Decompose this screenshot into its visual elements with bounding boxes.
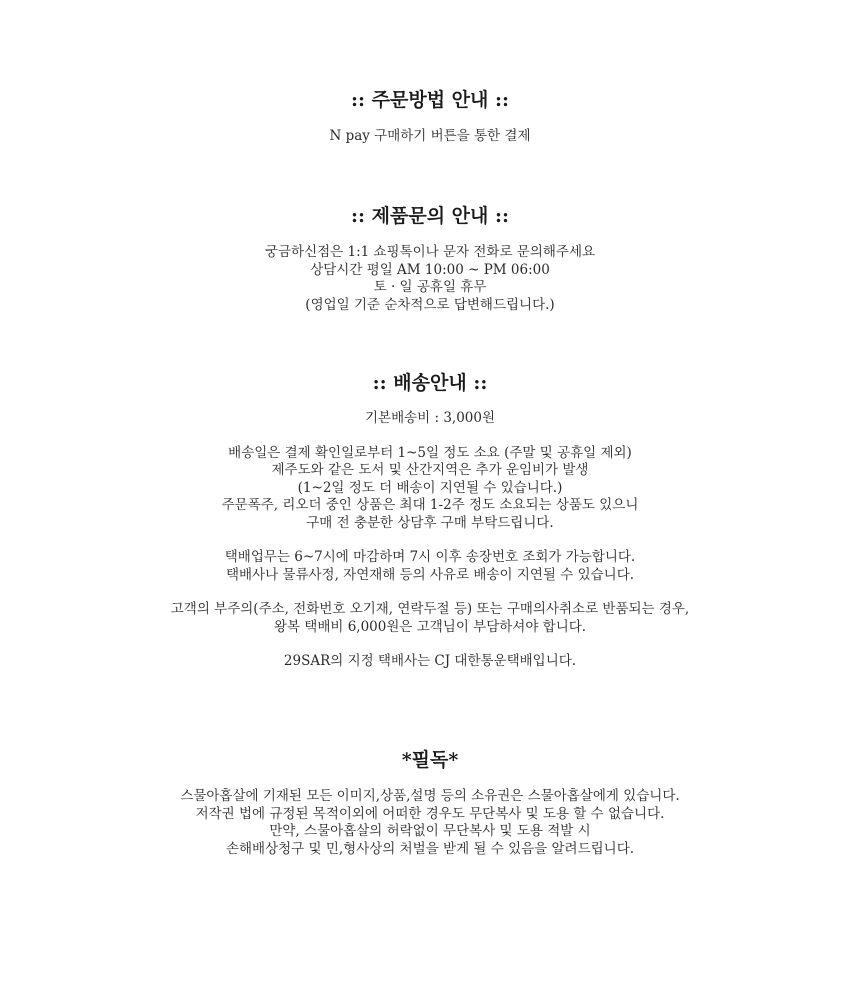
notice-line: 만약, 스물아홉살의 허락없이 무단복사 및 도용 적발 시 <box>269 823 591 839</box>
shipping-line: (1~2일 정도 더 배송이 지연될 수 있습니다.) <box>297 479 563 496</box>
inquiry-title: :: 제품문의 안내 :: <box>350 205 510 227</box>
inquiry-line: 궁금하신점은 1:1 쇼핑톡이나 문자 전화로 문의해주세요 <box>264 244 596 260</box>
shipping-fee: 기본배송비 : 3,000원 <box>364 410 496 426</box>
order-method-text <box>0 128 860 146</box>
shipping-text <box>0 410 860 671</box>
inquiry-line: (영업일 기준 순차적으로 답변해드립니다.) <box>305 296 555 313</box>
shipping-line: 왕복 택배비 6,000원은 고객님이 부담하셔야 합니다. <box>273 618 587 635</box>
shipping-courier-line: 29SAR의 지정 택배사는 CJ 대한통운택배입니다. <box>283 653 577 669</box>
shipping-line: 택배업무는 6~7시에 마감하며 7시 이후 송장번호 조회가 가능합니다. <box>224 549 636 565</box>
shipping-line: 배송일은 결제 확인일로부터 1~5일 정도 소요 (주말 및 공휴일 제외) <box>228 444 632 461</box>
inquiry-text <box>0 244 860 314</box>
notice-line: 손해배상청구 및 민,형사상의 처벌을 받게 될 수 있음을 알려드립니다. <box>225 840 635 857</box>
shipping-title: :: 배송안내 :: <box>372 372 488 394</box>
notice-line: 저작권 법에 규정된 목적이외에 어떠한 경우도 무단복사 및 도용 할 수 없습니다. <box>195 805 665 822</box>
notice-text <box>0 788 860 858</box>
order-method-line: N pay 구매하기 버튼을 통한 결제 <box>329 128 531 144</box>
inquiry-line: 토 · 일 공휴일 휴무 <box>373 279 487 295</box>
shipping-line: 택배사나 물류사정, 자연재해 등의 사유로 배송이 지연될 수 있습니다. <box>225 566 635 583</box>
shipping-line: 제주도와 같은 도서 및 산간지역은 추가 운임비가 발생 <box>271 462 589 478</box>
notice-line: 스물아홉살에 기재된 모든 이미지,상품,설명 등의 소유권은 스물아홉살에게 있습니다. <box>180 788 680 804</box>
inquiry-line: 상담시간 평일 AM 10:00 ~ PM 06:00 <box>310 261 550 278</box>
shipping-line: 주문폭주, 리오더 중인 상품은 최대 1-2주 정도 소요되는 상품도 있으니 <box>221 497 639 513</box>
order-method-title: :: 주문방법 안내 :: <box>350 89 510 111</box>
notice-title: *필독* <box>401 749 459 771</box>
shipping-line: 구매 전 충분한 상담후 구매 부탁드립니다. <box>306 514 554 531</box>
shipping-line: 고객의 부주의(주소, 전화번호 오기재, 연락두절 등) 또는 구매의사취소로 반품되는 경우, <box>170 601 690 617</box>
